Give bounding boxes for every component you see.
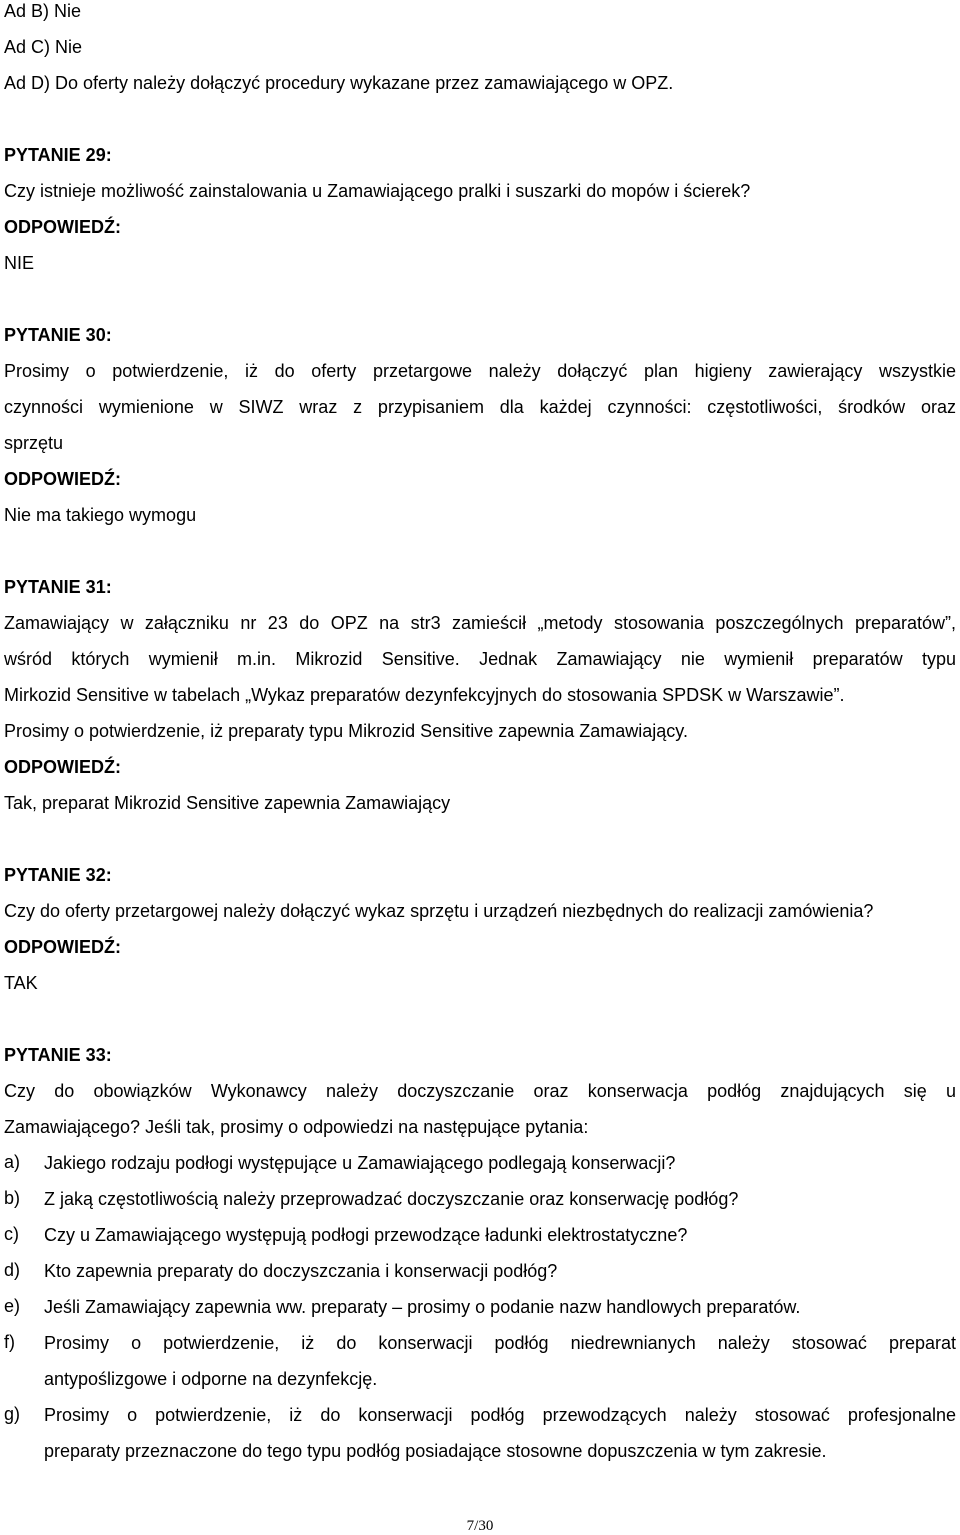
question-33-line: Czy do obowiązków Wykonawcy należy doczyszczanie oraz konserwacja podłóg znajdujących się u	[4, 1081, 956, 1101]
question-32-heading: PYTANIE 32:	[4, 865, 112, 885]
question-33-heading: PYTANIE 33:	[4, 1045, 112, 1065]
list-item-label: c)	[4, 1224, 19, 1244]
question-31-line: wśród których wymienił m.in. Mikrozid Sensitive. Jednak Zamawiający nie wymienił preparatów typu	[4, 649, 956, 669]
question-31-line: Prosimy o potwierdzenie, iż preparaty typu Mikrozid Sensitive zapewnia Zamawiający.	[4, 721, 688, 741]
list-item-label: d)	[4, 1260, 21, 1280]
list-item	[0, 1404, 960, 1462]
list-item-label: g)	[4, 1404, 21, 1424]
list-item-text: Jeśli Zamawiający zapewnia ww. preparaty – prosimy o podanie nazw handlowych preparatów.	[44, 1297, 801, 1317]
list-item-label: f)	[4, 1332, 15, 1352]
question-30-heading: PYTANIE 30:	[4, 325, 112, 345]
page-number: 7/30	[466, 1518, 494, 1534]
list-item	[0, 1296, 960, 1318]
answer-31-label: ODPOWIEDŹ:	[4, 757, 121, 777]
question-31-line: Zamawiający w załączniku nr 23 do OPZ na str3 zamieścił „metody stosowania poszczególnych preparatów”,	[4, 613, 956, 633]
list-item-label: b)	[4, 1188, 21, 1208]
answer-32-label: ODPOWIEDŹ:	[4, 937, 121, 957]
list-item-text: Czy u Zamawiającego występują podłogi przewodzące ładunki elektrostatyczne?	[44, 1225, 688, 1245]
list-item	[0, 1152, 960, 1174]
list-item-text: Z jaką częstotliwością należy przeprowadzać doczyszczanie oraz konserwację podłóg?	[44, 1189, 739, 1209]
question-31-heading: PYTANIE 31:	[4, 577, 112, 597]
list-item	[0, 1188, 960, 1210]
question-30-line: sprzętu	[4, 433, 64, 453]
answer-c: Ad C) Nie	[4, 37, 83, 57]
question-29-text: Czy istnieje możliwość zainstalowania u Zamawiającego pralki i suszarki do mopów i ścierek?	[4, 181, 751, 201]
answer-30-text: Nie ma takiego wymogu	[4, 505, 197, 525]
question-32-text: Czy do oferty przetargowej należy dołączyć wykaz sprzętu i urządzeń niezbędnych do realizacji zamówienia?	[4, 901, 874, 921]
question-29-heading: PYTANIE 29:	[4, 145, 112, 165]
answer-b: Ad B) Nie	[4, 1, 82, 21]
answer-31-text: Tak, preparat Mikrozid Sensitive zapewnia Zamawiający	[4, 793, 451, 813]
list-item	[0, 1332, 960, 1390]
answer-30-label: ODPOWIEDŹ:	[4, 469, 121, 489]
answer-29-text: NIE	[4, 253, 35, 273]
question-30-line: czynności wymienione w SIWZ wraz z przypisaniem dla każdej czynności: częstotliwości, środków oraz	[4, 397, 956, 417]
list-item	[0, 1260, 960, 1282]
list-item-label: a)	[4, 1152, 21, 1172]
question-33-line: Zamawiającego? Jeśli tak, prosimy o odpowiedzi na następujące pytania:	[4, 1117, 589, 1137]
list-item-text: Prosimy o potwierdzenie, iż do konserwacji podłóg niedrewnianych należy stosować preparat	[44, 1333, 956, 1353]
question-31-line: Mirkozid Sensitive w tabelach „Wykaz preparatów dezynfekcyjnych do stosowania SPDSK w Warszawie”.	[4, 685, 845, 705]
answer-d: Ad D) Do oferty należy dołączyć procedury wykazane przez zamawiającego w OPZ.	[4, 73, 674, 93]
answer-29-label: ODPOWIEDŹ:	[4, 217, 121, 237]
list-item-text: Kto zapewnia preparaty do doczyszczania i konserwacji podłóg?	[44, 1261, 558, 1281]
list-item-text: antypoślizgowe i odporne na dezynfekcję.	[44, 1369, 378, 1389]
list-item-label: e)	[4, 1296, 21, 1316]
answer-32-text: TAK	[4, 973, 38, 993]
list-item-text: Jakiego rodzaju podłogi występujące u Zamawiającego podlegają konserwacji?	[44, 1153, 676, 1173]
list-item-text: preparaty przeznaczone do tego typu podłóg posiadające stosowne dopuszczenia w tym zakresie.	[44, 1441, 827, 1461]
question-30-line: Prosimy o potwierdzenie, iż do oferty przetargowe należy dołączyć plan higieny zawierający wszystkie	[4, 361, 956, 381]
list-item-text: Prosimy o potwierdzenie, iż do konserwacji podłóg przewodzących należy stosować profesjonalne	[44, 1405, 956, 1425]
list-item	[0, 1224, 960, 1246]
